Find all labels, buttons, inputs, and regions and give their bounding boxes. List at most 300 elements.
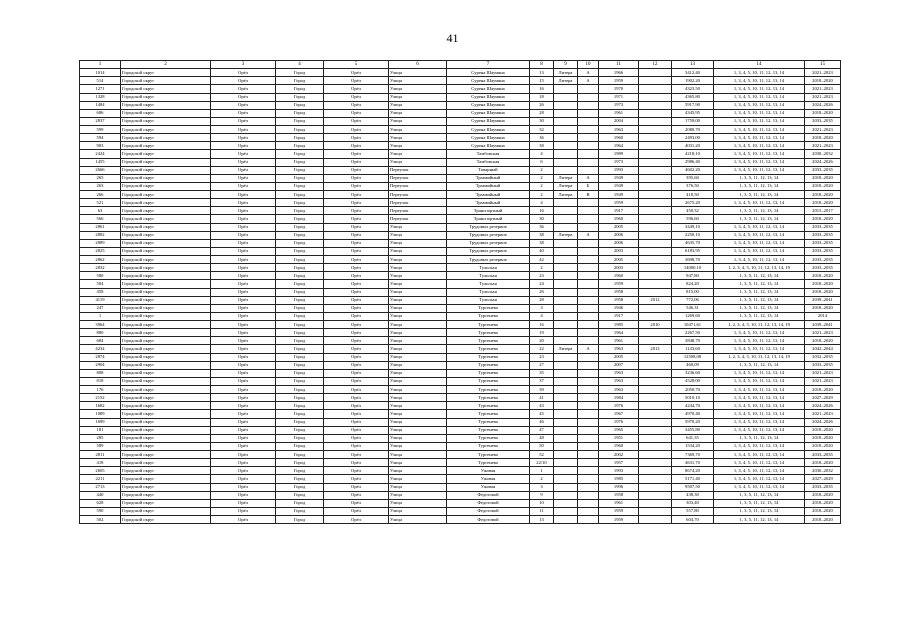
table-cell xyxy=(578,507,599,515)
table-cell: 1271 xyxy=(80,85,121,93)
table-cell: Орёл xyxy=(324,434,389,442)
table-cell: 5171,40 xyxy=(672,475,714,483)
table-cell: 2605 xyxy=(80,467,121,475)
table-row xyxy=(80,231,841,239)
table-cell: 1960 xyxy=(599,134,639,142)
table-cell: 2015–2017 xyxy=(805,207,841,215)
table-cell: Улица xyxy=(389,247,447,255)
table-cell: Сурена Шаумяна xyxy=(447,85,530,93)
table-cell: Городской округ xyxy=(121,499,211,507)
table-cell xyxy=(639,491,672,499)
table-cell: Сурена Шаумяна xyxy=(447,77,530,85)
table-cell xyxy=(554,150,578,158)
table-cell xyxy=(639,215,672,223)
table-cell: 1985 xyxy=(599,475,639,483)
table-cell xyxy=(578,459,599,467)
table-cell: 772,06 xyxy=(672,296,714,304)
table-cell: 20 xyxy=(530,337,554,345)
table-cell xyxy=(554,329,578,337)
table-cell: Орёл xyxy=(211,507,276,515)
table-cell: 2018–2020 xyxy=(805,109,841,117)
table-cell: Город xyxy=(276,483,324,491)
table-cell xyxy=(639,85,672,93)
table-cell xyxy=(578,410,599,418)
table-cell: Городской округ xyxy=(121,77,211,85)
table-cell: 815,00 xyxy=(672,288,714,296)
housing-register-table xyxy=(79,60,841,524)
table-cell: Город xyxy=(276,174,324,182)
table-cell: 1993 xyxy=(599,166,639,174)
table-cell: 2024–2026 xyxy=(805,158,841,166)
table-cell: 2021–2023 xyxy=(805,410,841,418)
table-cell xyxy=(554,418,578,426)
table-cell: 4635,70 xyxy=(672,239,714,247)
table-cell: Улица xyxy=(389,361,447,369)
table-cell: 1, 3, 5, 11, 12, 13, 14 xyxy=(714,491,805,499)
table-cell: 1949 xyxy=(599,174,639,182)
table-cell: Орёл xyxy=(324,296,389,304)
table-cell: 2211 xyxy=(80,475,121,483)
table-cell xyxy=(639,410,672,418)
table-cell: Город xyxy=(276,434,324,442)
table-cell xyxy=(639,434,672,442)
table-cell: Орёл xyxy=(211,191,276,199)
table-cell: Переулок xyxy=(389,207,447,215)
table-cell xyxy=(554,442,578,450)
table-cell xyxy=(554,451,578,459)
table-cell xyxy=(554,483,578,491)
table-cell: 1, 3, 4, 5, 10, 11, 12, 13, 14 xyxy=(714,329,805,337)
table-cell: 9 xyxy=(530,491,554,499)
column-header: 10 xyxy=(578,61,599,69)
table-cell: 27 xyxy=(530,361,554,369)
table-cell: Орёл xyxy=(324,369,389,377)
table-cell: 3412,40 xyxy=(672,69,714,77)
table-row xyxy=(80,369,841,377)
table-cell: 2018–2020 xyxy=(805,491,841,499)
table-cell: 2080,70 xyxy=(672,126,714,134)
table-cell: Городской округ xyxy=(121,321,211,329)
table-cell: Литера xyxy=(554,345,578,353)
table-cell: 36 xyxy=(530,134,554,142)
table-cell xyxy=(578,499,599,507)
table-cell: 1963 xyxy=(599,369,639,377)
table-cell: 4119 xyxy=(80,296,121,304)
table-cell: 1, 3, 4, 5, 10, 11, 12, 13, 14 xyxy=(714,418,805,426)
table-cell: Орёл xyxy=(324,126,389,134)
table-cell: А xyxy=(578,231,599,239)
table-cell: Улица xyxy=(389,321,447,329)
table-cell: 2 xyxy=(530,182,554,190)
table-cell: 1976 xyxy=(599,402,639,410)
table-cell: Улица xyxy=(389,377,447,385)
table-cell: 2033–2035 xyxy=(805,247,841,255)
table-row xyxy=(80,77,841,85)
table-row xyxy=(80,418,841,426)
table-cell: 263 xyxy=(80,182,121,190)
table-cell: 2007 xyxy=(599,361,639,369)
table-cell: 1, 3, 4, 5, 10, 11, 12, 13, 14 xyxy=(714,394,805,402)
table-cell: Орёл xyxy=(324,386,389,394)
table-cell: Город xyxy=(276,304,324,312)
table-cell: Городской округ xyxy=(121,166,211,174)
table-cell: Город xyxy=(276,117,324,125)
table-cell: Орёл xyxy=(211,134,276,142)
table-cell: Улица xyxy=(389,312,447,320)
table-cell xyxy=(578,117,599,125)
table-cell: 418,50 xyxy=(672,191,714,199)
table-cell: Сурена Шаумяна xyxy=(447,142,530,150)
table-cell: Город xyxy=(276,451,324,459)
table-row xyxy=(80,239,841,247)
table-cell: Орёл xyxy=(211,394,276,402)
table-cell: Федотовой xyxy=(447,491,530,499)
table-cell: Орёл xyxy=(324,467,389,475)
table-cell: Орёл xyxy=(211,77,276,85)
table-cell: 63 xyxy=(80,207,121,215)
table-cell: Улица xyxy=(389,223,447,231)
table-cell: 4602,20 xyxy=(672,166,714,174)
table-cell xyxy=(578,451,599,459)
table-cell: 1484 xyxy=(80,101,121,109)
table-row xyxy=(80,304,841,312)
table-cell: Улица xyxy=(389,296,447,304)
table-cell xyxy=(578,288,599,296)
table-cell xyxy=(578,93,599,101)
table-cell xyxy=(554,353,578,361)
table-cell: 2837 xyxy=(80,117,121,125)
table-cell xyxy=(554,394,578,402)
table-cell: 2862 xyxy=(80,256,121,264)
table-cell: 4244,70 xyxy=(672,402,714,410)
column-header: 14 xyxy=(714,61,805,69)
table-cell xyxy=(639,134,672,142)
table-cell xyxy=(554,109,578,117)
table-cell: Тургенева xyxy=(447,394,530,402)
table-cell: 28 xyxy=(530,109,554,117)
table-cell: Орёл xyxy=(324,247,389,255)
table-cell: Улица xyxy=(389,117,447,125)
table-cell: Городской округ xyxy=(121,467,211,475)
table-cell: 2027–2029 xyxy=(805,394,841,402)
table-cell xyxy=(578,467,599,475)
table-cell: Городской округ xyxy=(121,483,211,491)
table-cell: 1951 xyxy=(599,434,639,442)
table-cell: 2 xyxy=(530,264,554,272)
table-cell: Тургенева xyxy=(447,402,530,410)
table-cell: Тургенева xyxy=(447,434,530,442)
table-cell: Сурена Шаумяна xyxy=(447,117,530,125)
table-cell xyxy=(578,247,599,255)
table-cell: 1965 xyxy=(599,426,639,434)
table-cell xyxy=(554,134,578,142)
table-cell: 504 xyxy=(80,280,121,288)
table-cell: Городской округ xyxy=(121,451,211,459)
table-cell: Городской округ xyxy=(121,312,211,320)
table-cell: 5970,20 xyxy=(672,418,714,426)
table-cell: 1, 3, 4, 5, 10, 11, 12, 13, 14 xyxy=(714,126,805,134)
table-cell: 4631,70 xyxy=(672,459,714,467)
table-cell: Город xyxy=(276,467,324,475)
table-cell: 1, 3, 4, 5, 10, 11, 12, 13, 14 xyxy=(714,77,805,85)
table-cell: Орёл xyxy=(324,101,389,109)
table-cell xyxy=(639,361,672,369)
table-cell: 12508,08 xyxy=(672,353,714,361)
table-cell: Город xyxy=(276,166,324,174)
table-cell: Орёл xyxy=(211,199,276,207)
table-cell: Улица xyxy=(389,264,447,272)
table-cell: Орёл xyxy=(211,215,276,223)
table-cell: Тургенева xyxy=(447,312,530,320)
table-cell: 1, 3, 4, 5, 10, 11, 12, 13, 14 xyxy=(714,239,805,247)
table-cell: 2018–2020 xyxy=(805,426,841,434)
table-cell xyxy=(639,150,672,158)
table-cell: 521 xyxy=(80,199,121,207)
table-cell: 1269,60 xyxy=(672,312,714,320)
table-cell xyxy=(578,337,599,345)
table-cell: Орёл xyxy=(324,345,389,353)
table-cell: Тульская xyxy=(447,272,530,280)
table-cell: Орёл xyxy=(211,223,276,231)
table-cell: 2021–2023 xyxy=(805,126,841,134)
table-cell: 1959 xyxy=(599,199,639,207)
table-cell: Орёл xyxy=(211,85,276,93)
table-cell: Город xyxy=(276,377,324,385)
table-cell: Городской округ xyxy=(121,491,211,499)
table-cell xyxy=(578,199,599,207)
table-cell: 1902,20 xyxy=(672,77,714,85)
table-cell: Литера xyxy=(554,182,578,190)
table-cell: 2018–2020 xyxy=(805,77,841,85)
table-cell: Улица xyxy=(389,239,447,247)
table-cell: Орёл xyxy=(211,418,276,426)
table-cell: Сурена Шаумяна xyxy=(447,101,530,109)
table-cell: Литера xyxy=(554,191,578,199)
table-cell xyxy=(639,475,672,483)
table-cell: 2021–2023 xyxy=(805,142,841,150)
table-cell xyxy=(554,312,578,320)
table-row xyxy=(80,174,841,182)
table-cell: Улица xyxy=(389,69,447,77)
table-cell: 1989 xyxy=(599,150,639,158)
table-cell: 13 xyxy=(530,516,554,524)
table-cell xyxy=(639,239,672,247)
column-header: 12 xyxy=(639,61,672,69)
table-cell: Орёл xyxy=(324,507,389,515)
table-cell: Орёл xyxy=(324,272,389,280)
table-cell xyxy=(639,386,672,394)
table-cell: Город xyxy=(276,199,324,207)
table-cell: 514 xyxy=(80,77,121,85)
table-cell xyxy=(578,272,599,280)
table-cell: 2874 xyxy=(80,353,121,361)
table-cell: Орёл xyxy=(211,126,276,134)
table-row xyxy=(80,467,841,475)
table-row xyxy=(80,182,841,190)
table-cell: 2493,00 xyxy=(672,134,714,142)
table-cell: Орёл xyxy=(324,85,389,93)
table-cell: Улица xyxy=(389,394,447,402)
table-cell: Городской округ xyxy=(121,109,211,117)
table-cell: 903 xyxy=(80,142,121,150)
table-cell: 2030–2032 xyxy=(805,467,841,475)
table-cell: Улица xyxy=(389,491,447,499)
table-cell: Город xyxy=(276,516,324,524)
table-cell: Орёл xyxy=(324,516,389,524)
table-cell xyxy=(554,402,578,410)
table-cell: 2 xyxy=(530,475,554,483)
table-cell xyxy=(578,207,599,215)
table-cell: Орёл xyxy=(324,361,389,369)
table-cell: 2018–2020 xyxy=(805,459,841,467)
table-cell xyxy=(554,101,578,109)
table-cell: Городской округ xyxy=(121,199,211,207)
table-cell: Тургенева xyxy=(447,337,530,345)
table-cell: 2050,70 xyxy=(672,386,714,394)
table-cell: Городской округ xyxy=(121,353,211,361)
table-cell: Улица xyxy=(389,85,447,93)
table-cell xyxy=(578,516,599,524)
table-cell: Городской округ xyxy=(121,272,211,280)
table-cell: Город xyxy=(276,109,324,117)
table-row xyxy=(80,207,841,215)
table-cell: 2005 xyxy=(599,353,639,361)
table-cell: 1966 xyxy=(599,69,639,77)
table-cell: Городской округ xyxy=(121,182,211,190)
column-header: 15 xyxy=(805,61,841,69)
table-cell xyxy=(578,223,599,231)
table-cell: Городской округ xyxy=(121,394,211,402)
table-cell: Городской округ xyxy=(121,215,211,223)
table-cell: 285 xyxy=(80,434,121,442)
table-cell: 2018–2020 xyxy=(805,280,841,288)
table-cell: Городской округ xyxy=(121,280,211,288)
table-cell xyxy=(578,256,599,264)
table-cell: 1959 xyxy=(599,516,639,524)
table-cell: 19 xyxy=(530,329,554,337)
table-cell: Транспортный xyxy=(447,207,530,215)
table-cell: 1984 xyxy=(599,394,639,402)
table-cell: 824,20 xyxy=(672,280,714,288)
table-cell: 2033–2035 xyxy=(805,256,841,264)
table-cell: Городской округ xyxy=(121,247,211,255)
table-cell: Переулок xyxy=(389,199,447,207)
table-cell: 9507,50 xyxy=(672,483,714,491)
table-cell: 2666 xyxy=(80,166,121,174)
table-row xyxy=(80,434,841,442)
table-cell xyxy=(639,499,672,507)
table-cell: Улица xyxy=(389,402,447,410)
table-cell: 2986,40 xyxy=(672,158,714,166)
table-cell: 1, 3, 4, 5, 10, 11, 12, 13, 14 xyxy=(714,134,805,142)
table-cell: Городской округ xyxy=(121,507,211,515)
table-cell xyxy=(554,166,578,174)
table-cell: Орёл xyxy=(211,166,276,174)
table-cell: 2033–2035 xyxy=(805,264,841,272)
table-cell: 818 xyxy=(80,377,121,385)
table-cell: 589 xyxy=(80,442,121,450)
table-cell: 38 xyxy=(530,142,554,150)
table-cell xyxy=(639,329,672,337)
table-cell: Орёл xyxy=(211,247,276,255)
table-cell: Город xyxy=(276,491,324,499)
table-row xyxy=(80,377,841,385)
table-cell: Орёл xyxy=(211,353,276,361)
table-cell: 1, 3, 4, 5, 10, 11, 12, 13, 14 xyxy=(714,199,805,207)
table-cell: Улица xyxy=(389,410,447,418)
table-cell: Городской округ xyxy=(121,174,211,182)
table-cell: Город xyxy=(276,182,324,190)
table-cell: 11 xyxy=(530,507,554,515)
table-cell: Город xyxy=(276,101,324,109)
table-cell: 1960 xyxy=(599,215,639,223)
table-cell: Орёл xyxy=(324,394,389,402)
table-row xyxy=(80,126,841,134)
table-row xyxy=(80,491,841,499)
table-cell: 376,50 xyxy=(672,182,714,190)
table-cell xyxy=(578,483,599,491)
table-cell: 2018–2020 xyxy=(805,516,841,524)
table-cell: Переулок xyxy=(389,166,447,174)
table-row xyxy=(80,280,841,288)
table-cell xyxy=(639,272,672,280)
table-cell xyxy=(554,304,578,312)
table-cell: 880 xyxy=(80,329,121,337)
table-cell: Орёл xyxy=(211,93,276,101)
table-cell: 303,40 xyxy=(672,499,714,507)
table-cell xyxy=(554,93,578,101)
table-cell: 1964 xyxy=(599,329,639,337)
table-cell: 47 xyxy=(530,426,554,434)
table-row xyxy=(80,507,841,515)
table-cell xyxy=(554,337,578,345)
table-cell: Орёл xyxy=(324,410,389,418)
table-cell: 1089 xyxy=(80,410,121,418)
table-cell: 1, 3, 4, 5, 10, 11, 12, 13, 14 xyxy=(714,109,805,117)
table-cell xyxy=(554,264,578,272)
table-cell xyxy=(554,158,578,166)
table-cell xyxy=(578,377,599,385)
table-cell: Орёл xyxy=(324,288,389,296)
table-cell: Трамвайный xyxy=(447,191,530,199)
table-cell: Орёл xyxy=(211,69,276,77)
table-cell: Орёл xyxy=(211,158,276,166)
table-cell xyxy=(554,426,578,434)
table-cell: Городской округ xyxy=(121,69,211,77)
table-cell: 4218,10 xyxy=(672,150,714,158)
table-cell xyxy=(578,142,599,150)
table-row xyxy=(80,361,841,369)
table-cell: Тамбовская xyxy=(447,158,530,166)
table-cell: Орёл xyxy=(211,239,276,247)
table-cell: Город xyxy=(276,507,324,515)
table-cell: Улица xyxy=(389,475,447,483)
table-cell: Орёл xyxy=(211,483,276,491)
table-cell: Орёл xyxy=(211,174,276,182)
table-cell: 2003 xyxy=(599,264,639,272)
table-cell: Городской округ xyxy=(121,459,211,467)
table-cell xyxy=(578,166,599,174)
table-cell: 1960 xyxy=(599,442,639,450)
table-cell: 2152 xyxy=(80,394,121,402)
table-cell: 2024–2026 xyxy=(805,101,841,109)
table-cell: 4345,95 xyxy=(672,109,714,117)
table-cell: Тургенева xyxy=(447,426,530,434)
table-cell xyxy=(554,223,578,231)
table-cell: Переулок xyxy=(389,215,447,223)
table-cell: 22/10 xyxy=(530,459,554,467)
table-cell: 1, 3, 5, 11, 12, 13, 14 xyxy=(714,516,805,524)
